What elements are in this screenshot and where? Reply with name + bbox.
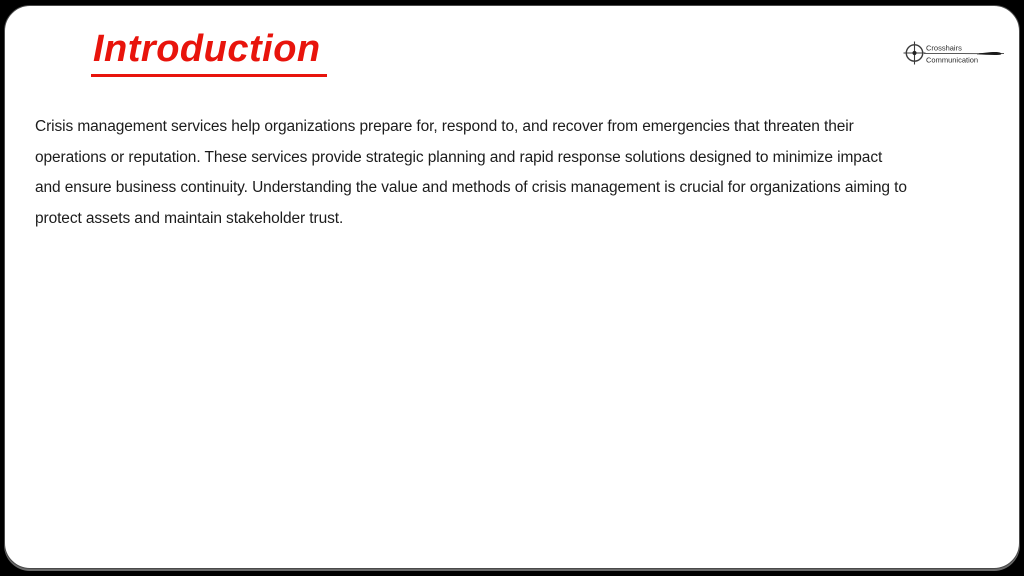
crosshairs-communication-logo: [901, 38, 1007, 68]
body-line: protect assets and maintain stakeholder trust.: [35, 209, 344, 227]
slide-canvas: [4, 5, 1020, 569]
slide-title: Introduction: [91, 26, 327, 77]
logo-pen-tip-icon: [977, 52, 1001, 55]
logo: [901, 38, 1007, 68]
body-paragraph: [35, 112, 995, 234]
crosshair-icon: [904, 42, 926, 65]
body-line: Crisis management services help organizations prepare for, respond to, and recover from emergencies that threaten their: [35, 118, 854, 135]
logo-text-top: Crosshairs: [926, 43, 962, 53]
body-line: and ensure business continuity. Understanding the value and methods of crisis management is crucial for organizations aiming to: [35, 179, 907, 196]
logo-text-bottom: Communication: [926, 55, 979, 65]
body-line: operations or reputation. These services provide strategic planning and rapid response solutions designed to minimize impact: [35, 148, 883, 166]
